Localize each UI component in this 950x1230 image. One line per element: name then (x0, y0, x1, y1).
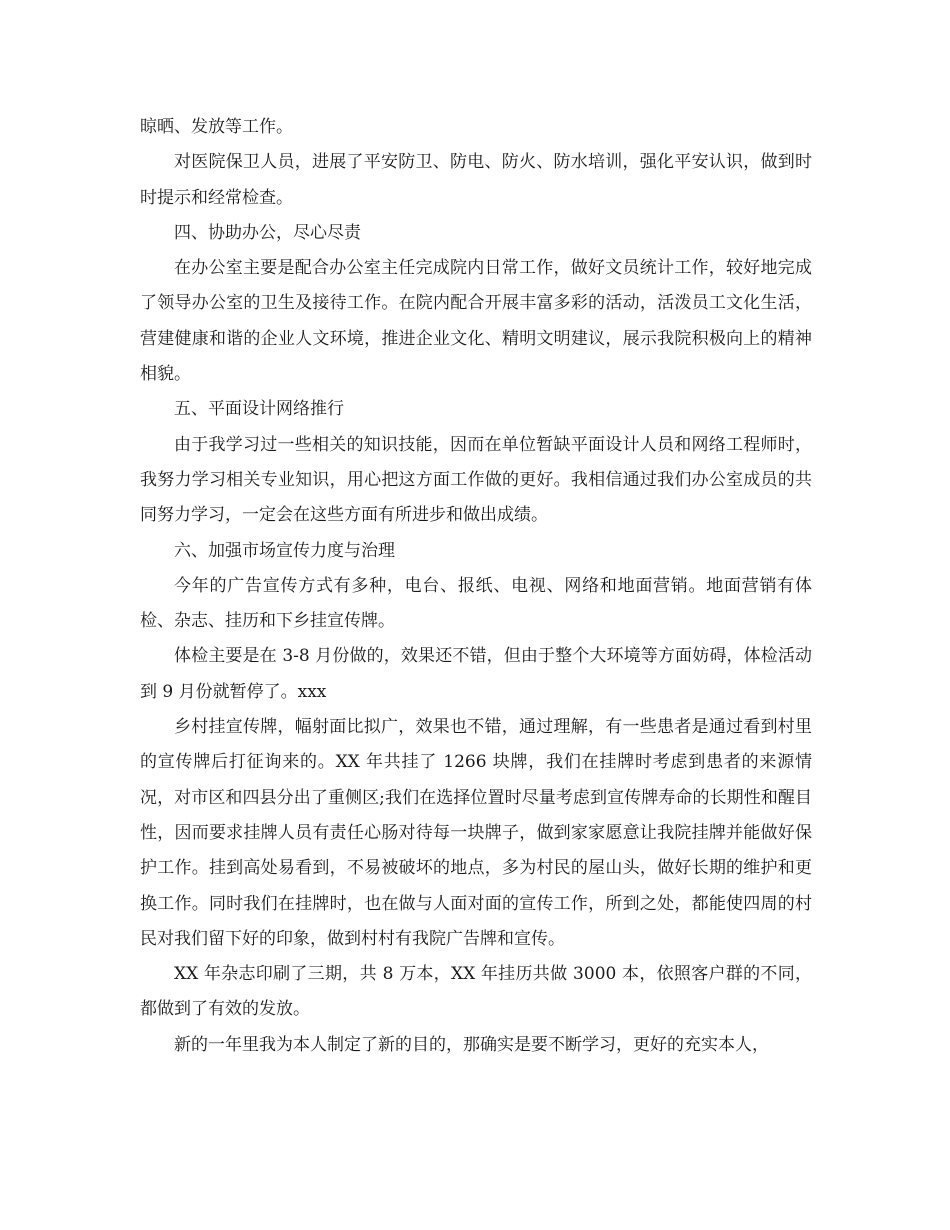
section-heading-4: 四、协助办公，尽心尽责 (174, 222, 361, 243)
paragraph-4: 由于我学习过一些相关的知识技能，因而在单位暂缺平面设计人员和网络工程师时，我努力学习相关专业知识，用心把这方面工作做的更好。我相信通过我们办公室成员的共同努力学习，一定会在这些方面有所进步和做出成绩。 (140, 434, 812, 526)
paragraph-8: XX 年杂志印刷了三期，共 8 万本，XX 年挂历共做 3000 本，依照客户群的不同，都做到了有效的发放。 (140, 964, 812, 1020)
paragraph-1: 晾晒、发放等工作。 (140, 117, 293, 137)
paragraph-7: 乡村挂宣传牌，幅射面比拟广，效果也不错，通过理解，有一些患者是通过看到村里的宣传牌后打征询来的。XX 年共挂了 1266 块牌，我们在挂牌时考虑到患者的来源情况，对市区和四县分出了重侧区;我们在选择位置时尽量考虑到宣传牌寿命的长期性和醒目性，因而要求挂牌人员有责任心肠对待每一块牌子，做到家家愿意让我院挂牌并能做好保护工作。挂到高处易看到，不易被破坏的地点，多为村民的屋山头，做好长期的维护和更换工作。同时我们在挂牌时，也在做与人面对面的宣传工作，所到之处，都能使四周的村民对我们留下好的印象，做到村村有我院广告牌和宣传。 (140, 717, 812, 949)
paragraph-6: 体检主要是在 3-8 月份做的，效果还不错，但由于整个大环境等方面妨碍，体检活动到 9 月份就暂停了。xxx (140, 646, 812, 702)
section-heading-6: 六、加强市场宣传力度与治理 (174, 540, 395, 561)
section-heading-5: 五、平面设计网络推行 (174, 399, 344, 420)
document-body (140, 110, 812, 1063)
paragraph-5: 今年的广告宣传方式有多种，电台、报纸、电视、网络和地面营销。地面营销有体检、杂志、挂历和下乡挂宣传牌。 (140, 575, 812, 632)
paragraph-3: 在办公室主要是配合办公室主任完成院内日常工作，做好文员统计工作，较好地完成了领导办公室的卫生及接待工作。在院内配合开展丰富多彩的活动，活泼员工文化生活，营建健康和谐的企业人文环境，推进企业文化、精明文明建议，展示我院积极向上的精神相貌。 (140, 258, 812, 385)
paragraph-9: 新的一年里我为本人制定了新的目的，那确实是要不断学习，更好的充实本人， (174, 1034, 769, 1055)
paragraph-2: 对医院保卫人员，进展了平安防卫、防电、防火、防水培训，强化平安认识，做到时时提示和经常检查。 (140, 152, 812, 208)
